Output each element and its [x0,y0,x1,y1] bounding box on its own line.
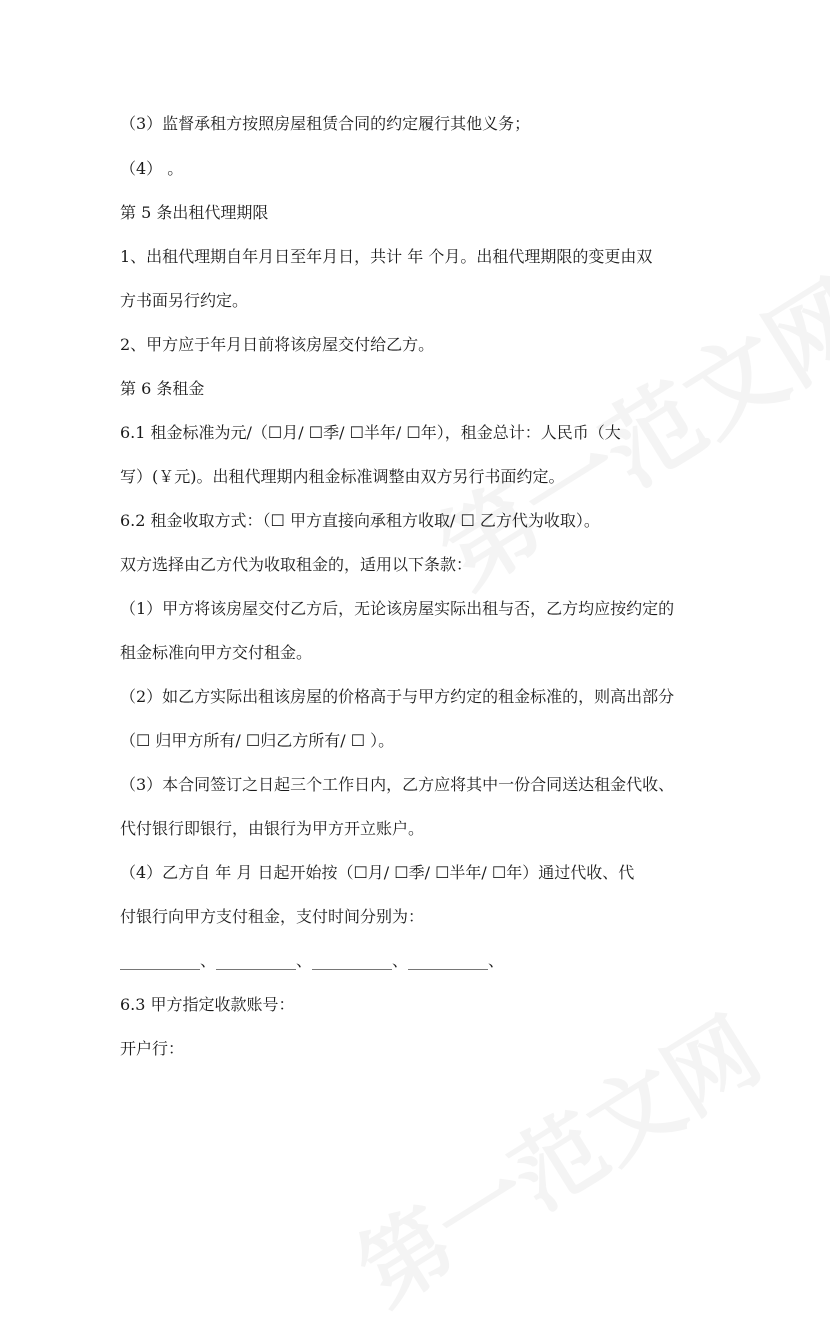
article-5-heading: 第 5 条出租代理期限 [120,203,269,222]
clause-3-supervise: （3）监督承租方按照房屋租赁合同的约定履行其他义务； [120,114,531,133]
account-heading: 6.3 甲方指定收款账号： [120,995,295,1014]
item-3-line-1: （3）本合同签订之日起三个工作日内，乙方应将其中一份合同送达租金代收、 [120,775,675,794]
item-1-line-2: 租金标准向甲方交付租金。 [120,643,313,662]
clause-4-blank: （4） 。 [120,159,184,178]
payment-date-blanks: __________、__________、__________、__________、 [120,951,505,970]
watermark [330,981,781,1329]
item-2-line-2: （☐ 归甲方所有/ ☐归乙方所有/ ☐ ）。 [120,731,395,750]
item-3-line-2: 代付银行即银行，由银行为甲方开立账户。 [120,819,425,838]
item-4-line-2: 付银行向甲方支付租金，支付时间分别为： [120,907,425,926]
article-6-heading: 第 6 条租金 [120,379,205,398]
bank-label: 开户行： [120,1039,185,1058]
item-4-line-1: （4）乙方自 年 月 日起开始按（☐月/ ☐季/ ☐半年/ ☐年）通过代收、代 [120,863,635,882]
agent-collection-intro: 双方选择由乙方代为收取租金的，适用以下条款： [120,555,473,574]
item-2-line-1: （2）如乙方实际出租该房屋的价格高于与甲方约定的租金标准的，则高出部分 [120,687,675,706]
item-1-line-1: （1）甲方将该房屋交付乙方后，无论该房屋实际出租与否，乙方均应按约定的 [120,599,675,618]
agency-period-line-2: 方书面另行约定。 [120,291,249,310]
rent-collection-method: 6.2 租金收取方式：（☐ 甲方直接向承租方收取/ ☐ 乙方代为收取）。 [120,511,600,530]
rent-standard-line-1: 6.1 租金标准为元/（☐月/ ☐季/ ☐半年/ ☐年），租金总计：人民币（大 [120,423,621,442]
rent-standard-line-2: 写）(￥元)。出租代理期内租金标准调整由双方另行书面约定。 [120,467,565,486]
delivery-date-line: 2、甲方应于年月日前将该房屋交付给乙方。 [120,335,435,354]
agency-period-line-1: 1、出租代理期自年月日至年月日，共计 年 个月。出租代理期限的变更由双 [120,247,653,266]
